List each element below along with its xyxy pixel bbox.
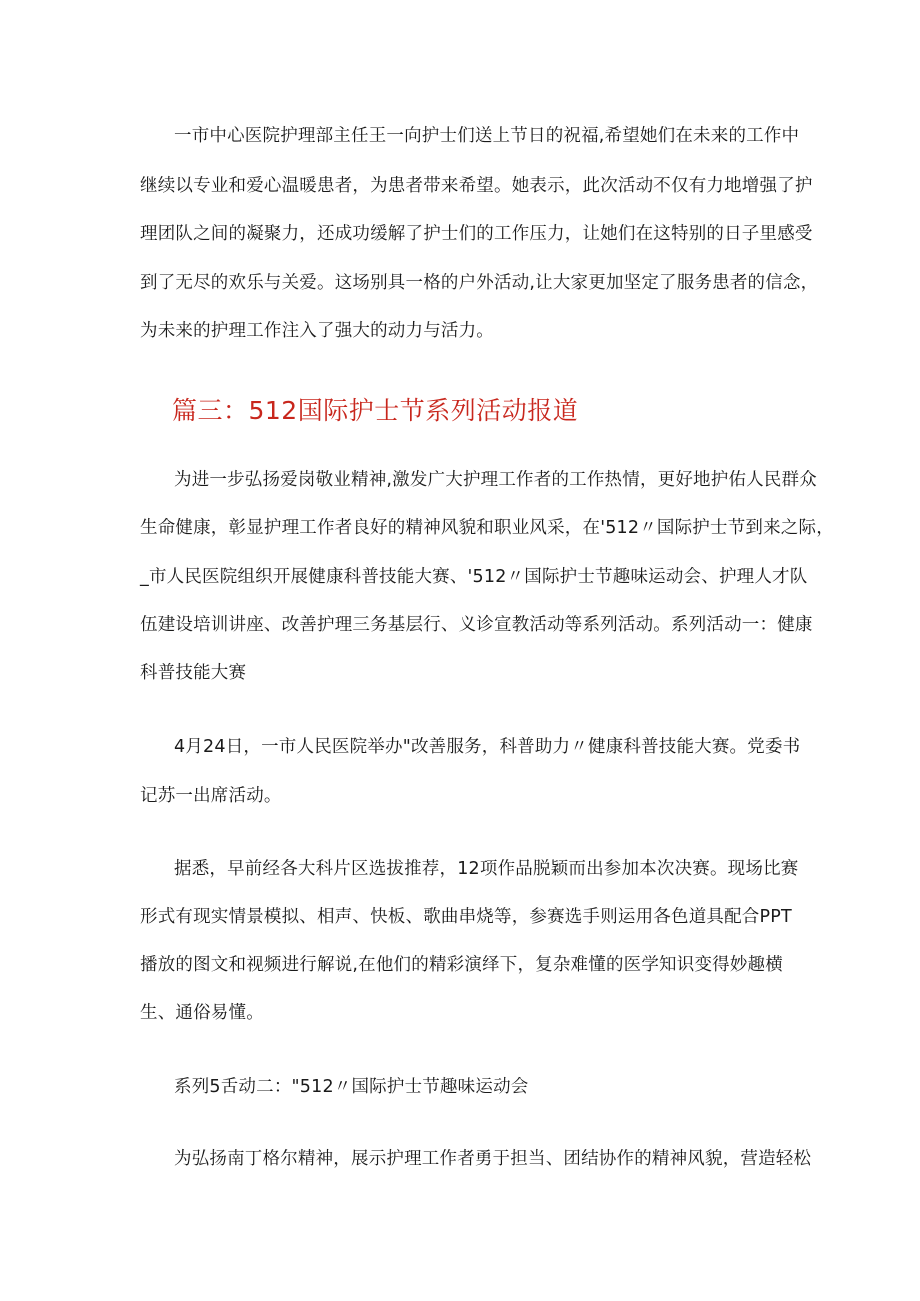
paragraph-3-line-1: 4月24日，一市人民医院举办"改善服务，科普助力〃健康科普技能大赛。党委书 [174,737,801,757]
paragraph-1-line-4: 到了无尽的欢乐与关爱。这场别具一格的户外活动,让大家更加坚定了服务患者的信念， [140,273,819,293]
paragraph-4-line-4: 生、通俗易懂。 [140,1003,264,1023]
paragraph-4-line-3: 播放的图文和视频进行解说,在他们的精彩演绎下，复杂难懂的医学知识变得妙趣横 [140,955,783,975]
paragraph-4-line-1: 据悉，早前经各大科片区选拔推荐，12项作品脱颖而出参加本次决赛。现场比赛 [174,859,799,879]
paragraph-1-line-3: 理团队之间的凝聚力，还成功缓解了护士们的工作压力，让她们在这特别的日子里感受 [140,224,813,244]
paragraph-2-line-1: 为进一步弘扬爱岗敬业精神,激发广大护理工作者的工作热情，更好地护佑人民群众 [174,470,817,490]
paragraph-6-line-1: 为弘扬南丁格尔精神，展示护理工作者勇于担当、团结协作的精神风貌，营造轻松 [174,1149,812,1169]
section-heading: 篇三：512国际护士节系列活动报道 [172,396,579,425]
paragraph-4-line-2: 形式有现实情景模拟、相声、快板、歌曲串烧等，参赛选手则运用各色道具配合PPT [140,907,792,927]
paragraph-2-line-4: 伍建设培训讲座、改善护理三务基层行、义诊宣教活动等系列活动。系列活动一：健康 [140,615,813,635]
paragraph-2-line-2: 生命健康，彰显护理工作者良好的精神风貌和职业风采，在'512〃国际护士节到来之际， [140,518,834,538]
paragraph-2-line-3: _市人民医院组织开展健康科普技能大赛、'512〃国际护士节趣味运动会、护理人才队 [140,567,808,587]
paragraph-5-line-1: 系列5舌动二："512〃国际护士节趣味运动会 [174,1077,529,1097]
paragraph-1-line-2: 继续以专业和爱心温暖患者，为患者带来希望。她表示，此次活动不仅有力地增强了护 [140,176,813,196]
paragraph-1-line-5: 为未来的护理工作注入了强大的动力与活力。 [140,321,494,341]
paragraph-1-line-1: 一市中心医院护理部主任王一向护士们送上节日的祝福,希望她们在未来的工作中 [174,126,800,146]
paragraph-2-line-5: 科普技能大赛 [140,663,247,683]
paragraph-3-line-2: 记苏一出席活动。 [140,786,282,806]
